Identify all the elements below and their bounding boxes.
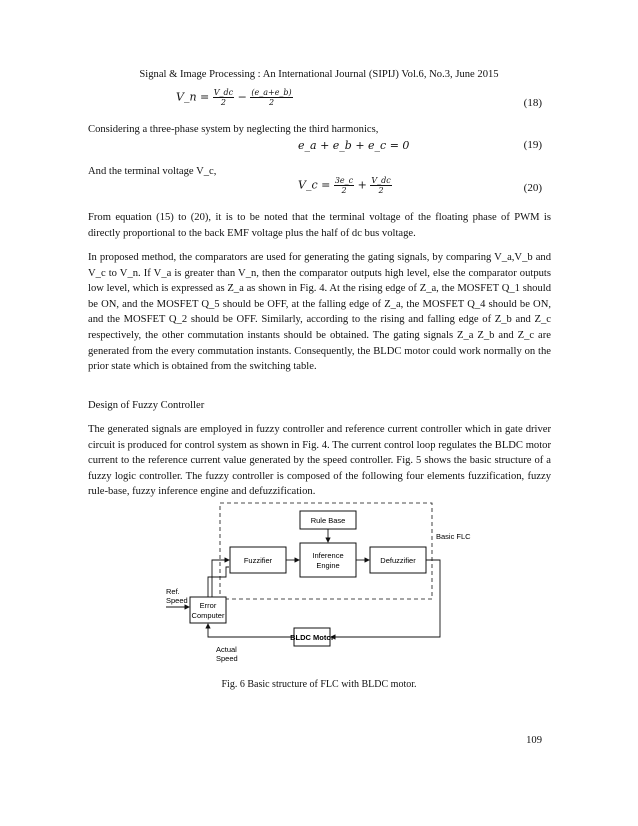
actual-label-1: Actual <box>216 645 237 654</box>
eq20-number: (20) <box>523 182 542 194</box>
basic-flc-label: Basic FLC <box>436 532 471 541</box>
eq18-number: (18) <box>523 97 542 109</box>
error-label-1: Error <box>199 601 217 610</box>
paragraph-5: The generated signals are employed in fuzzy controller and reference current controller which in gate driver circuit is produced for control system as shown in Fig. 4. The current control loop regulates the BLDC motor current to the reference current value generated by the speed controller. Fig. 5 shows the basic structure of a fuzzy logic controller. The fuzzy controller is composed of the following four elements fuzzification, fuzzy rule-base, fuzzy inference engine and defuzzification. <box>88 424 551 498</box>
flc-block-diagram <box>160 497 471 669</box>
defuzzifier-label: Defuzzifier <box>380 556 416 565</box>
section-heading: Design of Fuzzy Controller <box>88 400 205 411</box>
figure-caption: Fig. 6 Basic structure of FLC with BLDC motor. <box>221 679 417 690</box>
inference-label-1: Inference <box>312 551 344 560</box>
ref-label-2: Speed <box>166 596 188 605</box>
inference-label-2: Engine <box>316 561 340 570</box>
eq20-frac1: $\frac{3e\_c}{2}$ <box>334 176 354 195</box>
paragraph-3: From equation (15) to (20), it is to be noted that the terminal voltage of the floating phase of PWM is directly proportional to the back EMF voltage plus the half of dc bus voltage. <box>88 212 551 239</box>
actual-label-2: Speed <box>216 654 238 663</box>
fuzzifier-label: Fuzzifier <box>243 556 273 565</box>
paragraph-4: In proposed method, the comparators are used for generating the gating signals, by comparing V_a,V_b and V_c to V_n. If V_a is greater than V_n, then the comparator outputs high level, else the comparator outputs low level, which is expressed as Z_a as shown in Fig. 4. At the rising edge of Z_a, the MOSFET Q_1 should be ON, and the MOSFET Q_5 should be OFF, at the falling edge of Z_a, the MOSFET Q_4 should be ON, and the MOSFET Q_2 should be OFF. Similarly, according to the rising and falling edge of Z_b and Z_c respectively, the other commutation instants should be obtained. The gating signals Z_a Z_b and Z_c are generated from the every commutation instants. Consequently, the BLDC motor could work normally on the prior state which is obtained from the switching table. <box>88 252 551 373</box>
inference-engine-block <box>300 543 356 577</box>
rule-base-label: Rule Base <box>310 516 346 525</box>
paragraph-2: And the terminal voltage V_c, <box>88 166 217 177</box>
paragraph-1: Considering a three-phase system by neglecting the third harmonics, <box>88 124 379 135</box>
eq20-lhs: V_c = <box>298 178 331 192</box>
eq19-number: (19) <box>523 139 542 151</box>
eq18-frac1: $\frac{V\_dc}{2}$ <box>213 88 234 107</box>
equation-20 <box>298 176 392 195</box>
eq20-frac2: $\frac{V\_dc}{2}$ <box>371 176 391 195</box>
eq20-op: + <box>357 178 367 192</box>
equation-18 <box>176 88 293 107</box>
ref-label-1: Ref. <box>166 587 180 596</box>
equation-19: e_a + e_b + e_c = 0 <box>298 139 410 152</box>
eq18-op: − <box>237 90 247 104</box>
page-number: 109 <box>526 735 542 746</box>
bldc-motor-label: BLDC Motor <box>290 633 334 642</box>
running-header: Signal & Image Processing : An International Journal (SIPIJ) Vol.6, No.3, June 2015 <box>139 69 499 80</box>
error-label-2: Computer <box>191 611 225 620</box>
eq18-lhs: V_n = <box>176 90 210 104</box>
eq18-frac2: $\frac{(e\_a+e\_b)}{2}$ <box>251 88 292 107</box>
